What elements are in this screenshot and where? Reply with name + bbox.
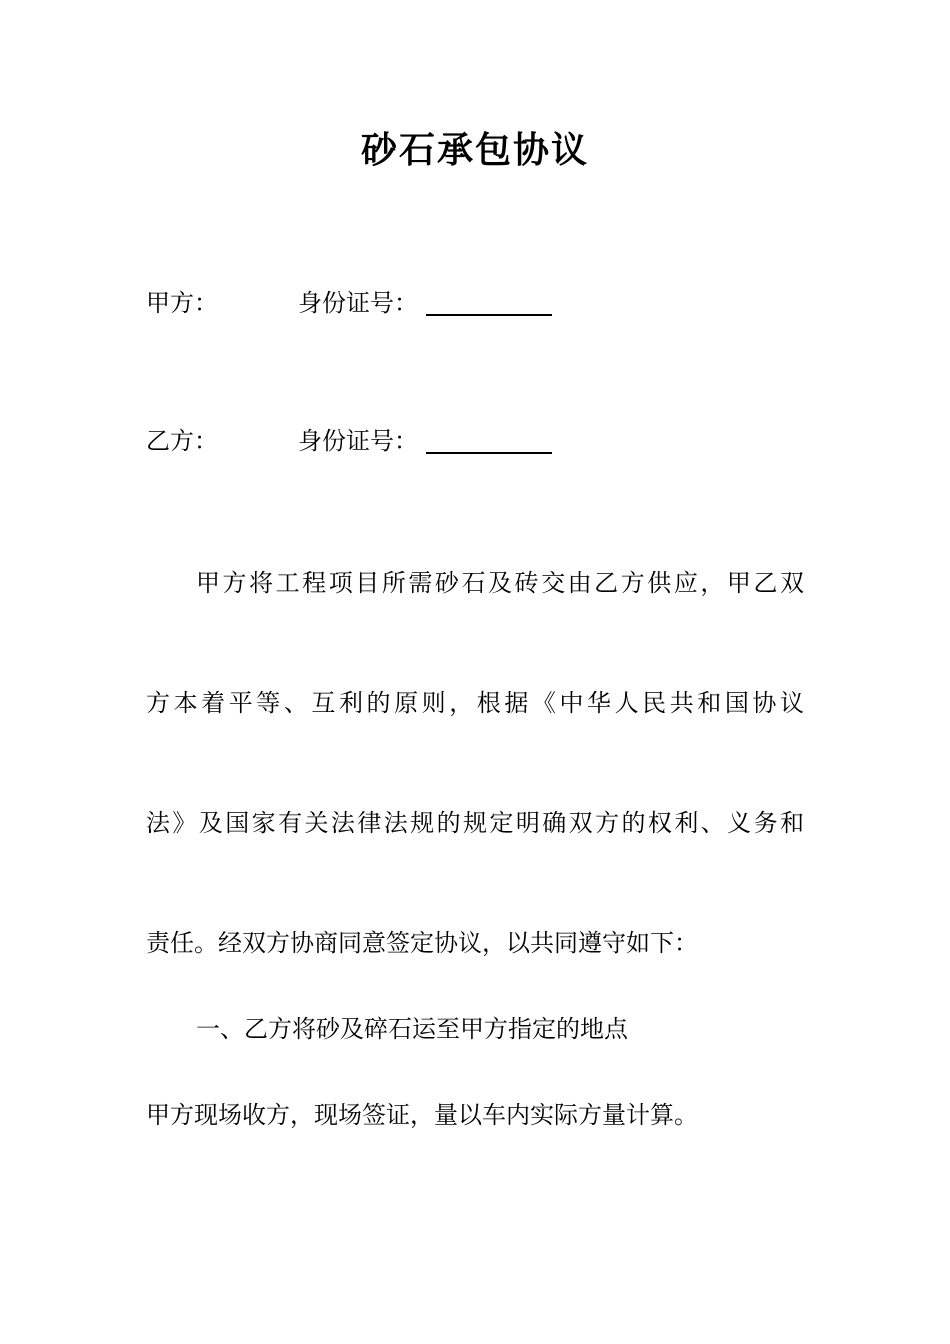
paragraph-line-3: 法》及国家有关法律法规的规定明确双方的权利、义务和 <box>146 809 804 837</box>
party-b-id-blank <box>426 452 552 454</box>
party-b-label: 乙方： <box>146 427 218 455</box>
party-a-id-label: 身份证号： <box>298 289 418 317</box>
document-title: 砂石承包协议 <box>360 129 589 171</box>
clause-1: 一、乙方将砂及碎石运至甲方指定的地点 <box>196 1015 628 1043</box>
paragraph-line-1: 甲方将工程项目所需砂石及砖交由乙方供应，甲乙双 <box>196 569 804 597</box>
party-a-label: 甲方： <box>146 289 218 317</box>
clause-1-continued: 甲方现场收方，现场签证，量以车内实际方量计算。 <box>146 1101 698 1129</box>
paragraph-line-2: 方本着平等、互利的原则，根据《中华人民共和国协议 <box>146 689 804 717</box>
party-b-id-label: 身份证号： <box>298 427 418 455</box>
party-a-id-blank <box>426 314 552 316</box>
paragraph-line-4: 责任。经双方协商同意签定协议，以共同遵守如下： <box>146 929 698 957</box>
